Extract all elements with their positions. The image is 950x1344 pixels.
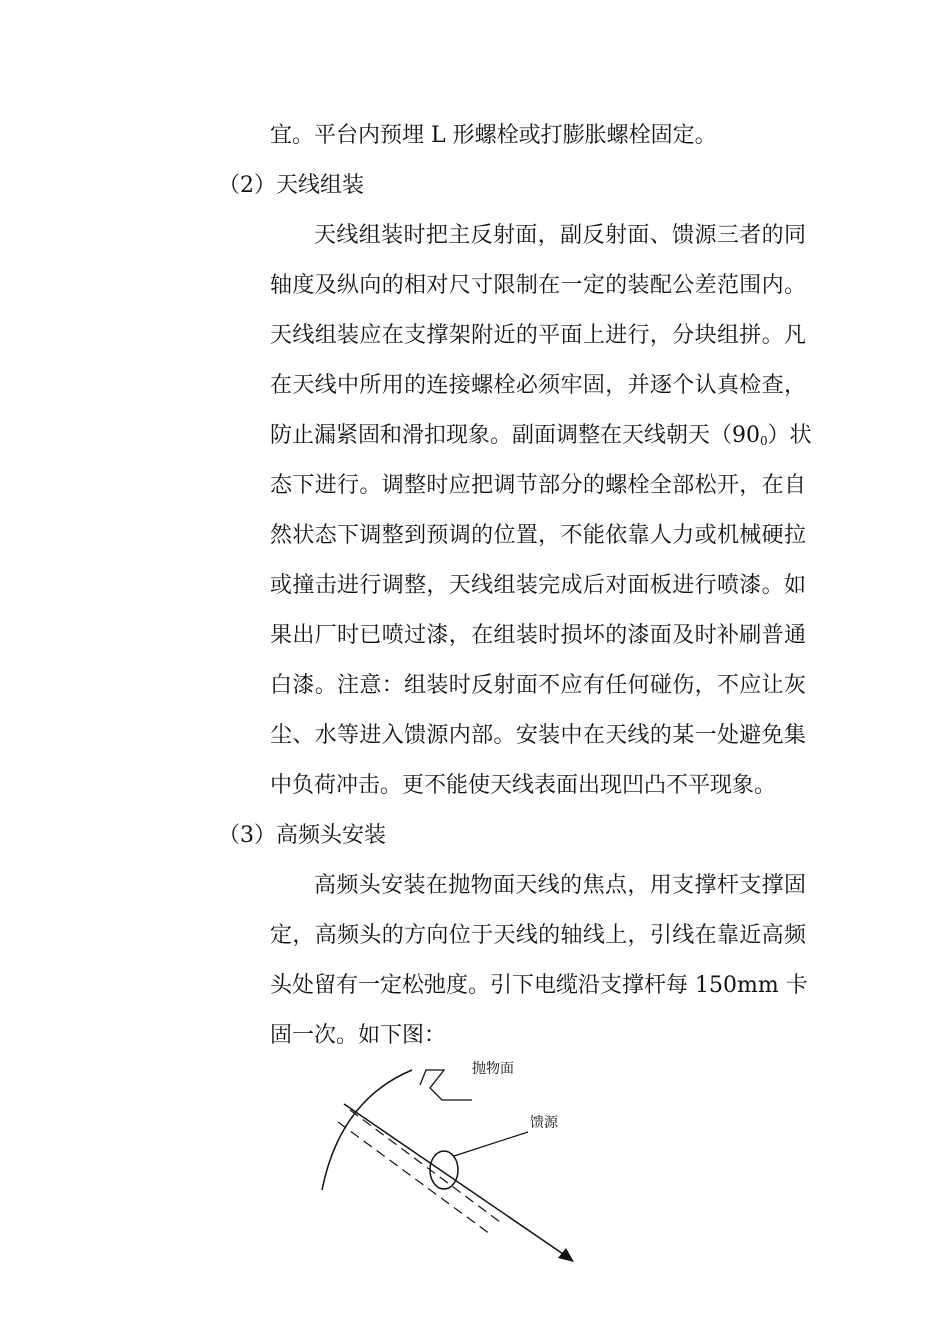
paragraph-line: 然状态下调整到预调的位置，不能依靠人力或机械硬拉 — [270, 523, 806, 548]
paragraph-line: 尘、水等进入馈源内部。安装中在天线的某一处避免集 — [270, 723, 806, 748]
section-heading: （3）高频头安装 — [218, 823, 386, 848]
text-segment: ）状 — [767, 423, 812, 448]
paragraph-line: 高频头安装在抛物面天线的焦点，用支撑杆支撑固 — [314, 873, 806, 898]
antenna-diagram-svg — [300, 1050, 600, 1280]
support-line-dashed — [338, 1122, 490, 1234]
paragraph-line: 固一次。如下图： — [270, 1023, 447, 1048]
paragraph-line: 天线组装应在支撑架附近的平面上进行，分块组拼。凡 — [270, 323, 806, 348]
degree-mark: 0 — [760, 434, 768, 448]
paragraph-line: 天线组装时把主反射面，副反射面、馈源三者的同 — [314, 223, 806, 248]
paragraph-line — [270, 422, 812, 452]
paragraph-line: 头处留有一定松弛度。引下电缆沿支撑杆每 150mm 卡 — [270, 973, 808, 998]
antenna-diagram — [300, 1050, 600, 1280]
text-line: 宜。平台内预埋 L 形螺栓或打膨胀螺栓固定。 — [270, 123, 717, 148]
feed-label: 馈源 — [530, 1115, 558, 1131]
section-heading: （2）天线组装 — [218, 173, 364, 198]
text-segment: 防止漏紧固和滑扣现象。副面调整在天线朝天（90 — [270, 423, 760, 448]
paragraph-line: 或撞击进行调整，天线组装完成后对面板进行喷漆。如 — [270, 573, 806, 598]
paragraph-line: 果出厂时已喷过漆，在组装时损坏的漆面及时补刷普通 — [270, 623, 806, 648]
paragraph-line: 在天线中所用的连接螺栓必须牢固，并逐个认真检查， — [270, 373, 806, 398]
paragraph-line: 态下进行。调整时应把调节部分的螺栓全部松开，在自 — [270, 473, 806, 498]
feed-horn — [430, 1151, 458, 1189]
axis-arrowhead — [558, 1248, 574, 1262]
paragraph-line: 白漆。注意：组装时反射面不应有任何碰伤，不应让灰 — [270, 673, 806, 698]
support-line-dashed — [350, 1110, 500, 1222]
reflector-pointer — [420, 1070, 472, 1100]
reflector-label: 抛物面 — [472, 1061, 514, 1077]
paragraph-line: 定，高频头的方向位于天线的轴线上，引线在靠近高频 — [270, 923, 806, 948]
paragraph-line: 轴度及纵向的相对尺寸限制在一定的装配公差范围内。 — [270, 273, 806, 298]
paragraph-line: 中负荷冲击。更不能使天线表面出现凹凸不平现象。 — [270, 773, 777, 798]
reflector-arc — [322, 1070, 412, 1190]
feed-pointer — [454, 1132, 528, 1156]
